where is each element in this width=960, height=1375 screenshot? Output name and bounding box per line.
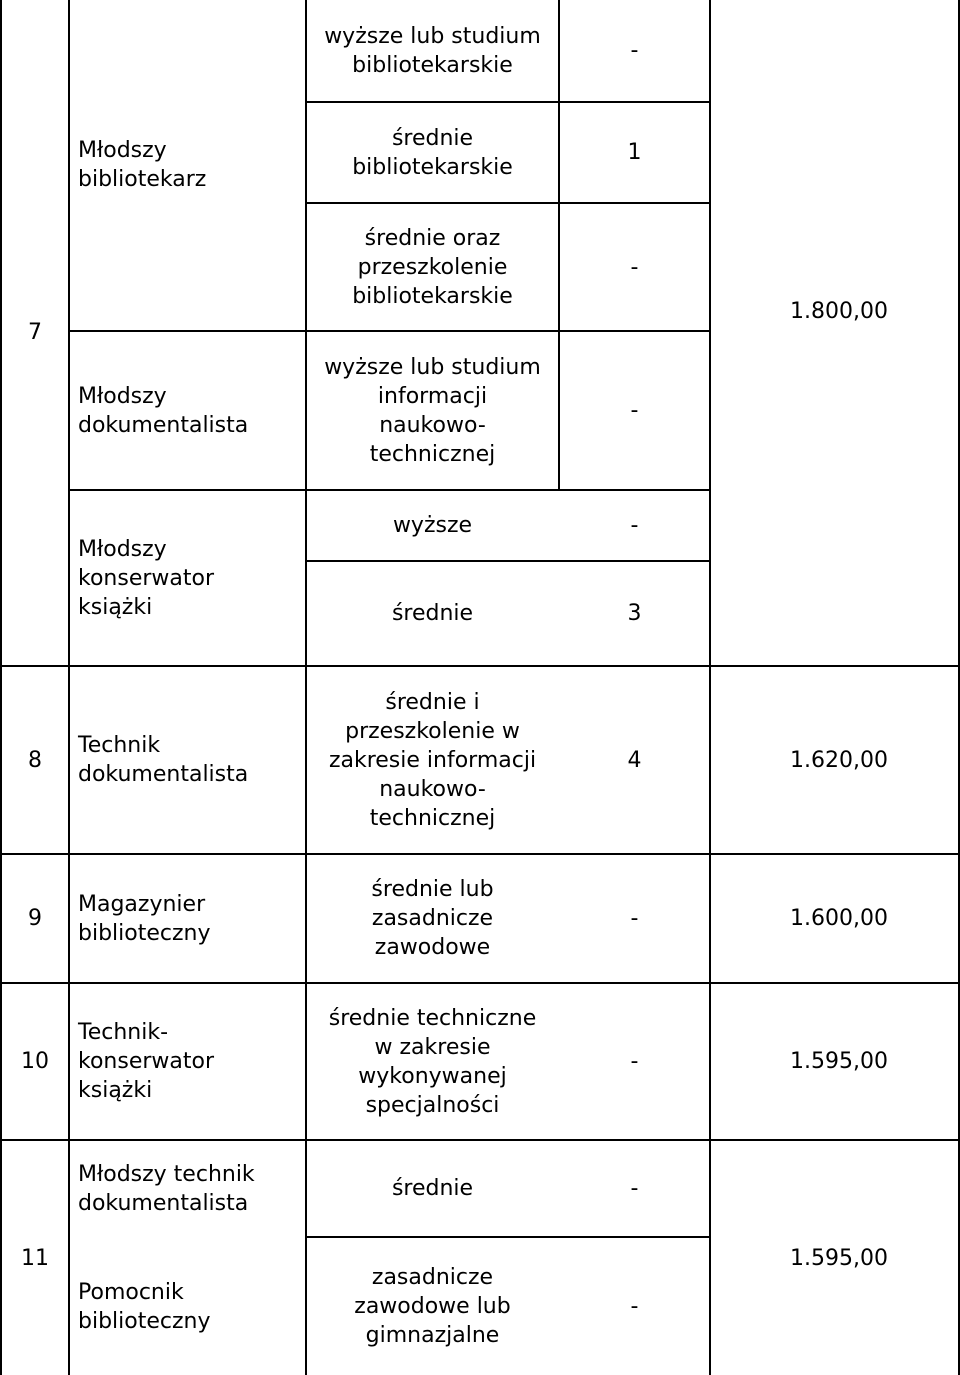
position-name: Młodszy konserwator książki bbox=[78, 536, 215, 620]
experience-years: - bbox=[630, 38, 639, 63]
experience-years: - bbox=[630, 906, 639, 931]
experience-years: - bbox=[630, 398, 639, 423]
experience-years: - bbox=[630, 513, 639, 538]
position-name: Młodszy dokumentalista bbox=[78, 383, 249, 438]
education-requirement: średnie bibliotekarskie bbox=[352, 125, 513, 180]
salary-amount: 1.620,00 bbox=[790, 747, 888, 773]
position-name: Pomocnik biblioteczny bbox=[78, 1279, 211, 1334]
salary-amount: 1.595,00 bbox=[790, 1245, 888, 1271]
row-number: 7 bbox=[28, 320, 42, 345]
education-requirement: średnie bbox=[391, 601, 474, 626]
experience-years: - bbox=[630, 254, 639, 280]
row-number: 9 bbox=[28, 906, 42, 931]
position-name: Technik- konserwator książki bbox=[78, 1020, 215, 1103]
education-requirement: średnie i przeszkolenie w zakresie informacji naukowo- technicznej bbox=[328, 689, 537, 831]
education-requirement: średnie techniczne w zakresie wykonywanej specjalności bbox=[328, 1005, 537, 1118]
salary-amount: 1.600,00 bbox=[790, 906, 888, 931]
position-name: Młodszy technik dokumentalista bbox=[78, 1161, 255, 1216]
salary-amount: 1.800,00 bbox=[790, 298, 888, 324]
row-number: 8 bbox=[28, 747, 42, 773]
education-requirement: średnie oraz przeszkolenie bibliotekarskie bbox=[352, 225, 513, 309]
salary-amount: 1.595,00 bbox=[790, 1049, 888, 1074]
experience-years: - bbox=[630, 1294, 639, 1319]
experience-years: 1 bbox=[627, 140, 642, 165]
row-number: 11 bbox=[21, 1245, 49, 1271]
experience-years: 4 bbox=[627, 747, 642, 773]
experience-years: - bbox=[630, 1176, 639, 1201]
position-name: Magazynier biblioteczny bbox=[78, 891, 211, 946]
education-requirement: średnie lub zasadnicze zawodowe bbox=[371, 877, 494, 960]
education-requirement: wyższe lub studium bibliotekarskie bbox=[324, 23, 541, 78]
position-name: Młodszy bibliotekarz bbox=[78, 138, 207, 192]
education-requirement: wyższe lub studium informacji naukowo- technicznej bbox=[324, 354, 541, 467]
education-requirement: średnie bbox=[391, 1176, 474, 1201]
row-number: 10 bbox=[21, 1049, 49, 1074]
experience-years: 3 bbox=[627, 601, 642, 626]
position-name: Technik dokumentalista bbox=[78, 733, 249, 787]
education-requirement: wyższe bbox=[392, 513, 473, 538]
experience-years: - bbox=[630, 1049, 639, 1074]
education-requirement: zasadnicze zawodowe lub gimnazjalne bbox=[354, 1265, 511, 1348]
